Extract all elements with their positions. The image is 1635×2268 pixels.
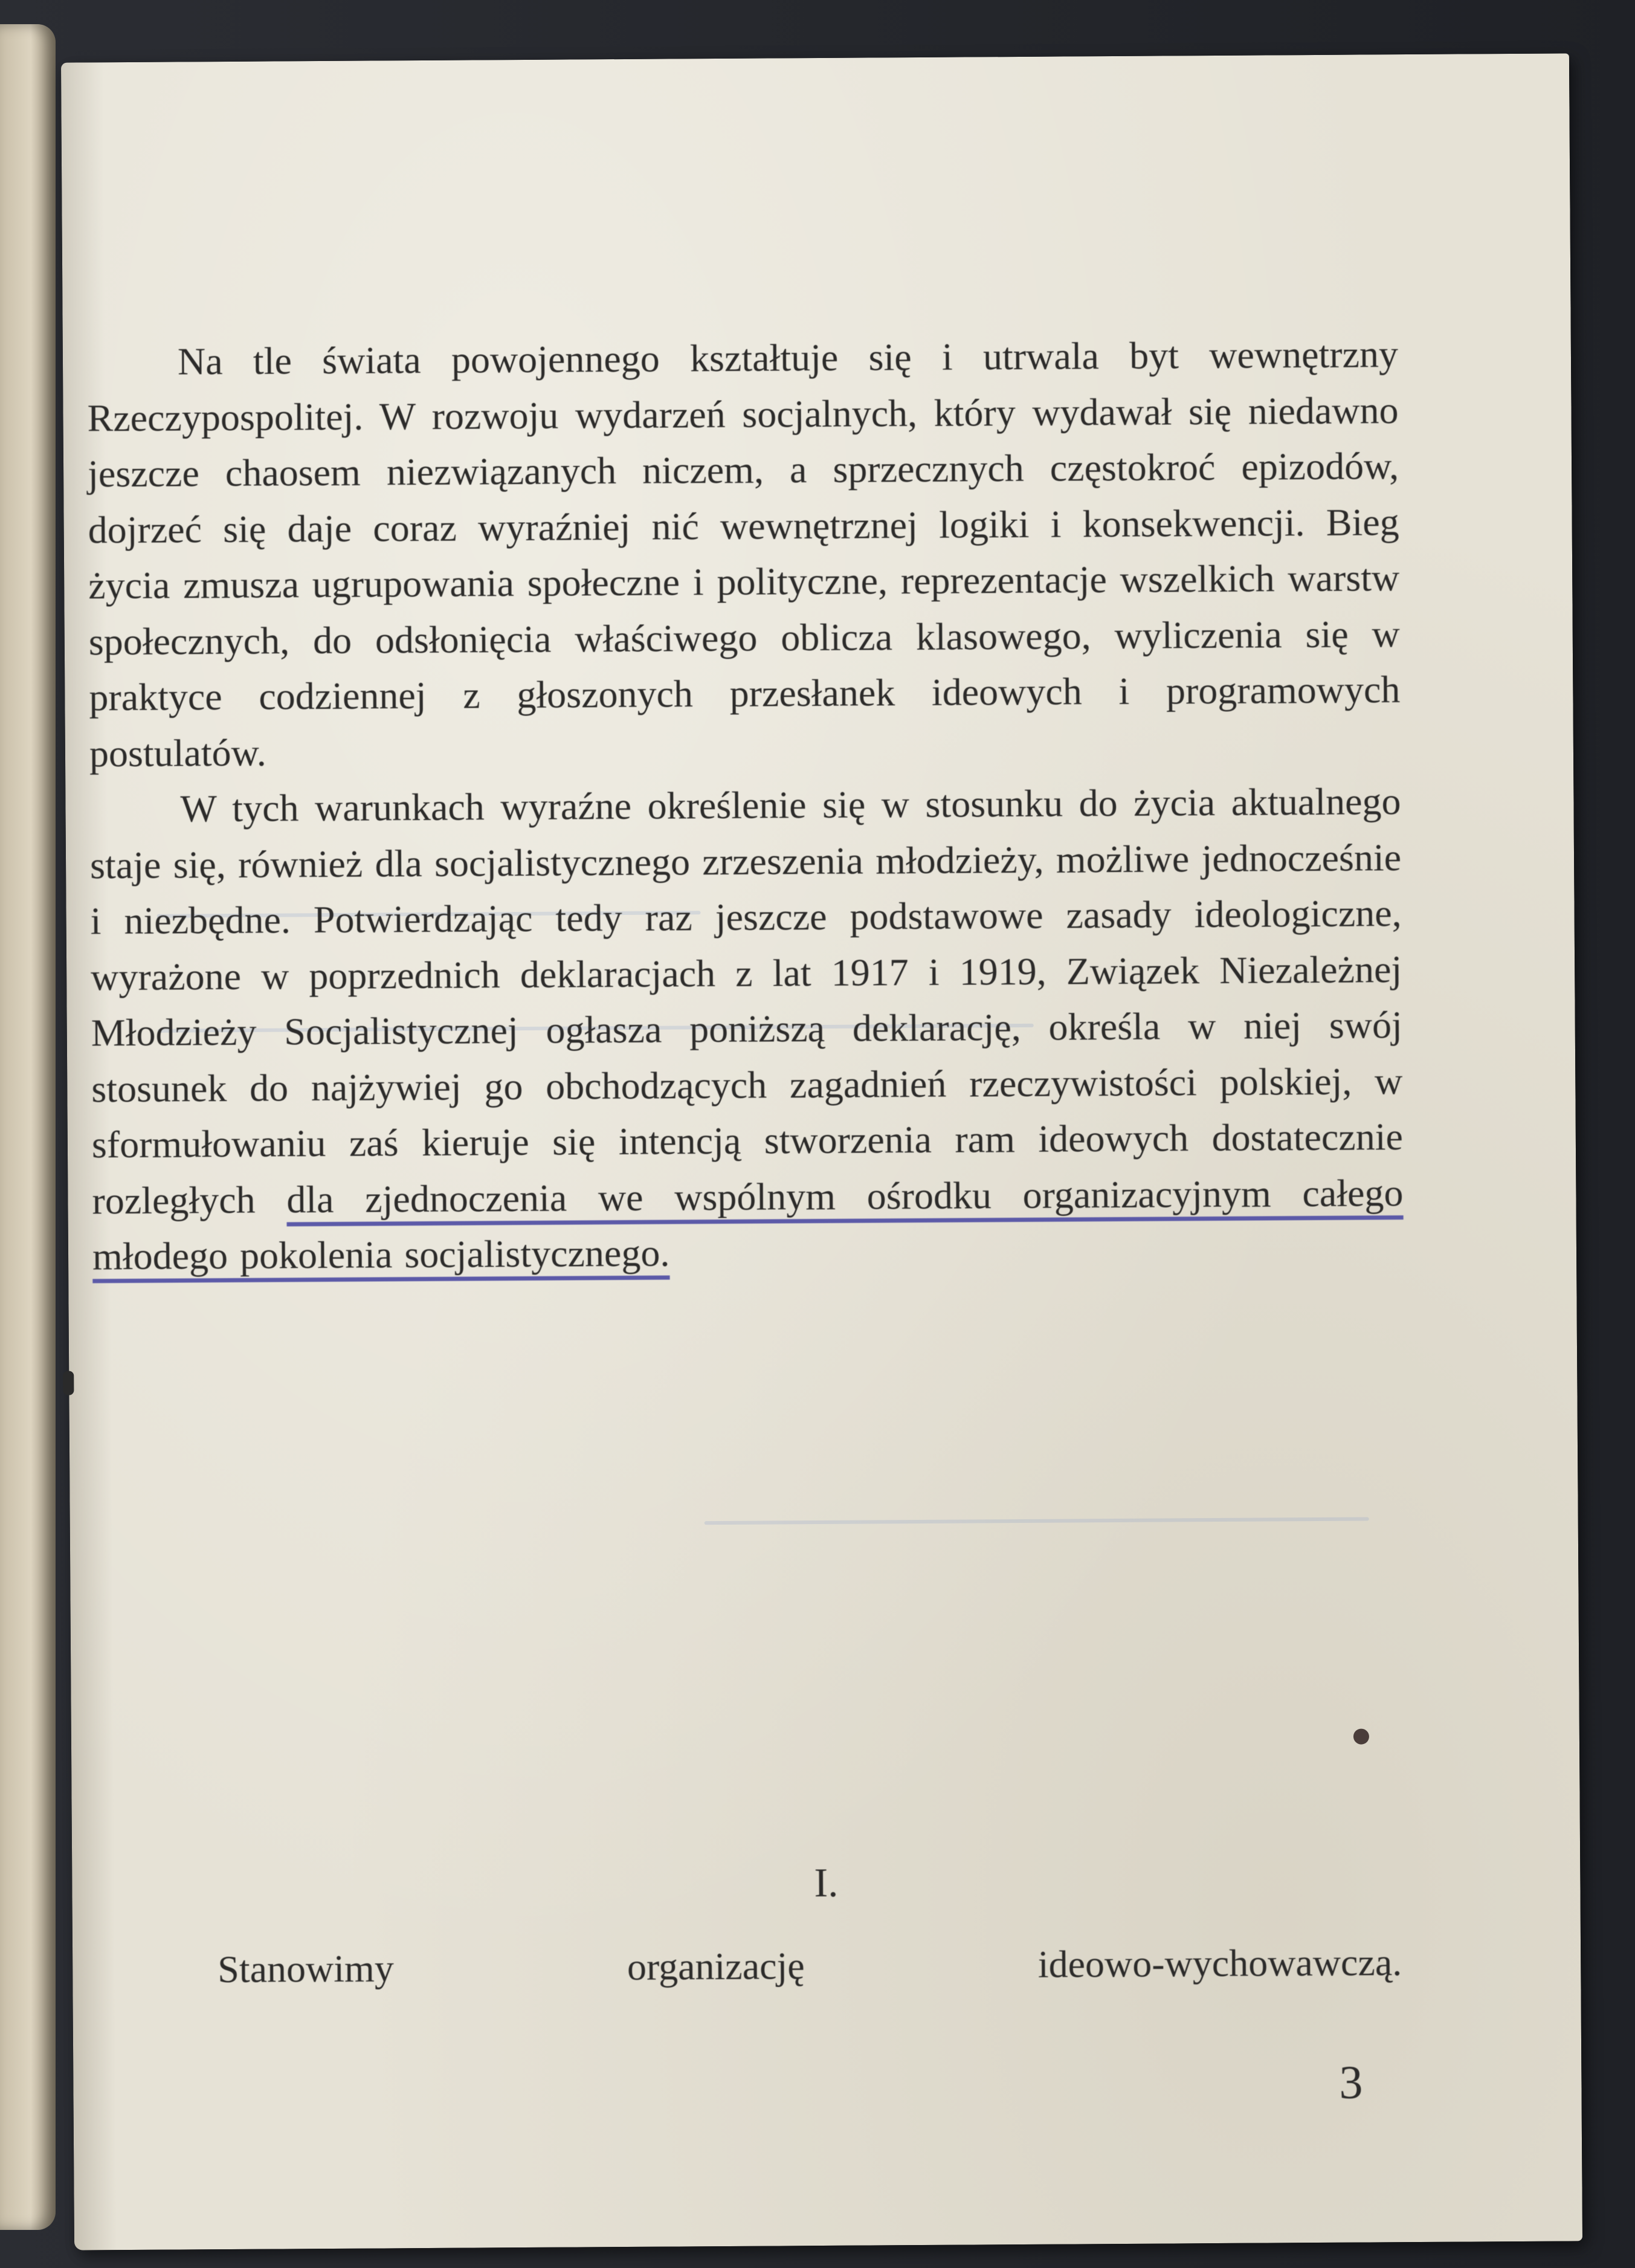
previous-page-edge	[0, 24, 56, 2230]
book-page	[61, 53, 1582, 2250]
page-number: 3	[1339, 2055, 1363, 2108]
underlined-passage: dla zjednoczenia we wspólnym ośrodku organizacyjnym całego młodego pokolenia socjalistycznego.	[92, 1171, 1404, 1278]
paragraph-2	[89, 774, 1404, 1285]
paragraph-2-text: W tych warunkach wyraźne określenie się w stosunku do życia aktualnego staje się, również dla socjalistycznego zrzeszenia młodzieży, możliwe jednocześnie i niezbędne. Potwierdzając tedy raz jeszcze podstawowe zasady ideologiczne, wyrażone w poprzednich deklaracjach z lat 1917 i 1919, Związek Niezależnej Młodzieży Socjalistycznej ogłasza poniższą deklarację, określa w niej swój stosunek do najżywiej go obchodzących zagadnień rzeczywistości polskiej, w sformułowaniu zaś kieruje się intencją stworzenia ram ideowych dostatecznie rozległych	[89, 780, 1404, 1222]
ink-spot	[1353, 1728, 1369, 1744]
body-text	[87, 326, 1404, 1285]
paragraph-1: Na tle świata powojennego kształtuje się i utrwala byt wewnętrzny Rzeczypospolitej. W rozwoju wydarzeń socjalnych, który wydawał się niedawno jeszcze chaosem niezwiązanych niczem, a sprzecznych częstokroć epizodów, dojrzeć się daje coraz wyraźniej nić wewnętrznej logiki i konsekwencji. Bieg życia zmusza ugrupowania społeczne i polityczne, reprezentacje wszelkich warstw społecznych, do odsłonięcia właściwego oblicza klasowego, wyliczenia się w praktyce codziennej z głoszonych przesłanek ideowych i programowych postulatów.	[87, 332, 1401, 775]
binding-mark	[63, 1371, 74, 1395]
faint-pencil-mark	[705, 1517, 1369, 1525]
section-number: I.	[814, 1859, 839, 1906]
section-heading: Stanowimy organizację ideowo-wychowawczą.	[218, 1940, 1402, 1991]
